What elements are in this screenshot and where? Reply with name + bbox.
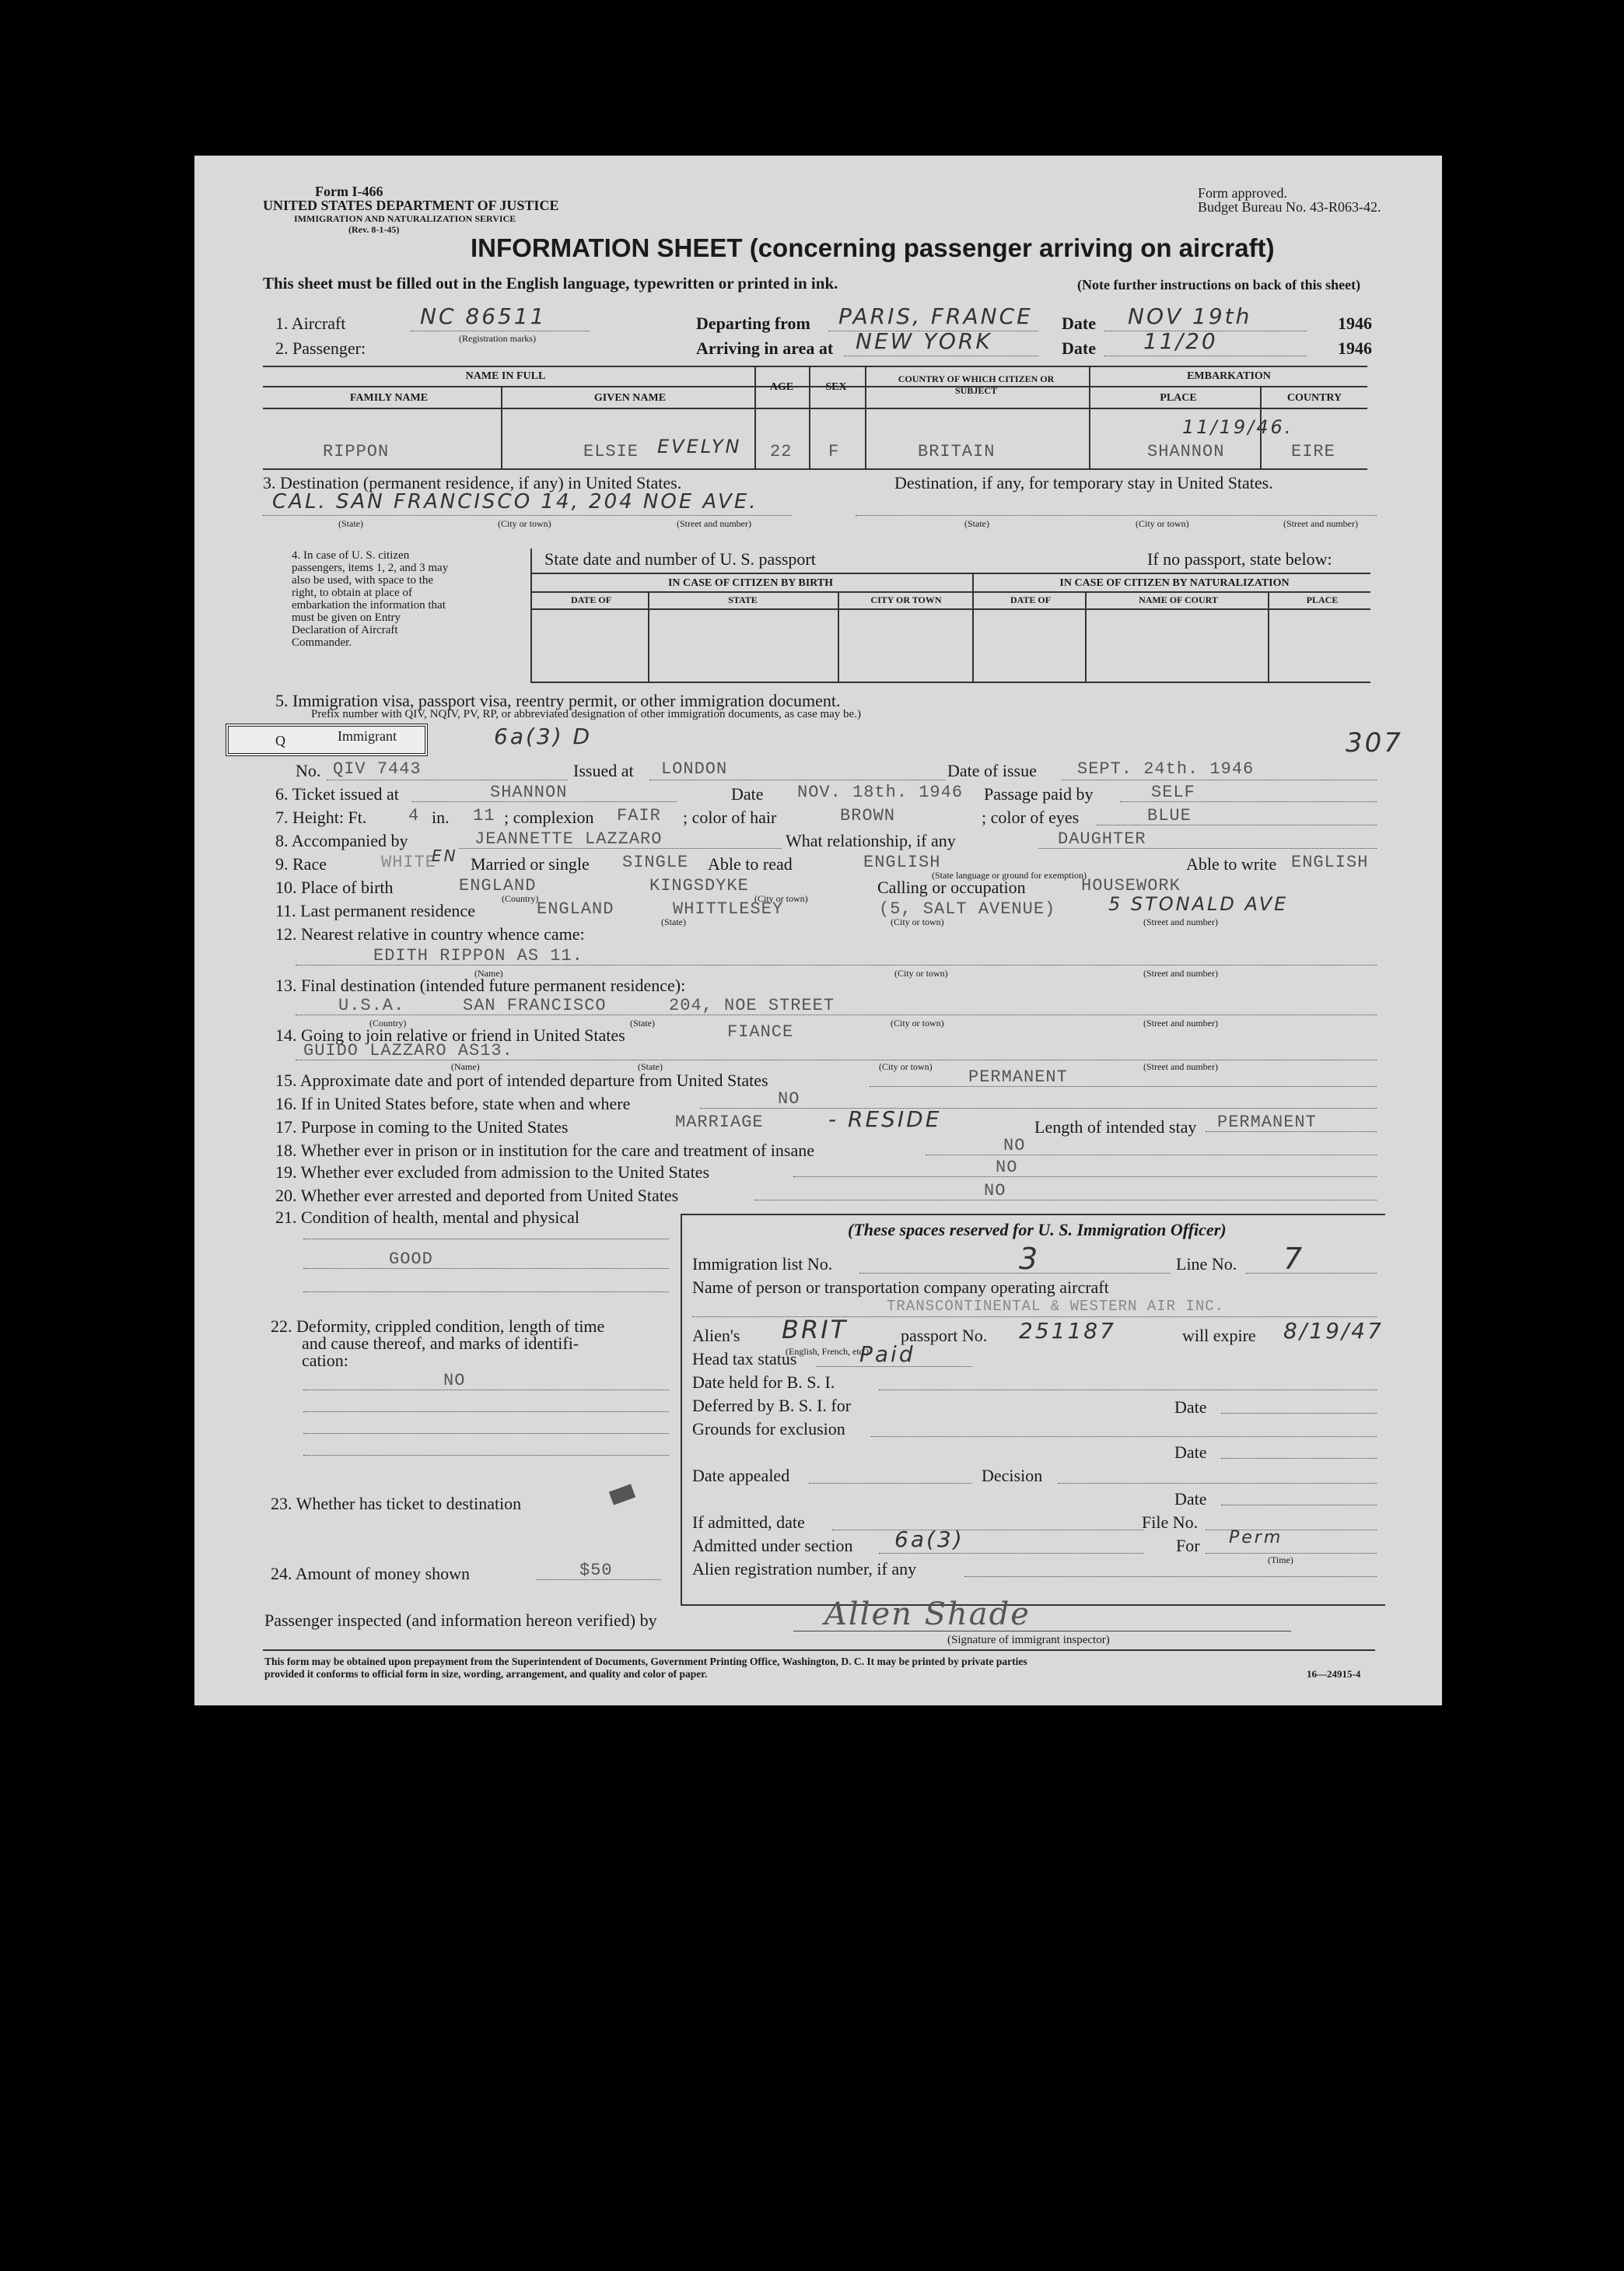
country2-header: COUNTRY — [1286, 392, 1342, 404]
passage-label: Passage paid by — [984, 784, 1094, 804]
issue-date-label: Date of issue — [947, 761, 1037, 780]
date1-value: NOV 19th — [1128, 303, 1252, 329]
lr-state-sub: (State) — [661, 916, 686, 927]
relative-value: EDITH RIPPON AS 11. — [373, 946, 583, 966]
before-label: 16. If in United States before, state when and where — [275, 1094, 631, 1113]
grounds-label: Grounds for exclusion — [692, 1419, 845, 1439]
race-label: 9. Race — [275, 854, 327, 874]
inspected-label: Passenger inspected (and information hereon verified) by — [264, 1610, 657, 1630]
marital-label: Married or single — [471, 854, 590, 874]
ticket-value: SHANNON — [490, 783, 568, 802]
departing-value: PARIS, FRANCE — [838, 303, 1033, 329]
country-value: BRITAIN — [918, 442, 996, 461]
signature-sub: (Signature of immigrant inspector) — [947, 1634, 1110, 1646]
grounds-date-label: Date — [1174, 1442, 1207, 1462]
temp-city-sub: (City or town) — [1136, 518, 1189, 529]
join-relation: FIANCE — [727, 1022, 794, 1042]
line-value: 7 — [1283, 1242, 1305, 1276]
nat-place-header: PLACE — [1306, 594, 1339, 605]
destination-label: 3. Destination (permanent residence, if any) in United States. — [263, 473, 682, 492]
relationship-label: What relationship, if any — [786, 831, 956, 850]
money-value: $50 — [579, 1561, 613, 1580]
final-country: U.S.A. — [338, 996, 405, 1015]
given-name-hw: EVELYN — [657, 436, 742, 457]
fine-print-1: This form may be obtained upon prepayment from the Superintendent of Documents, Government Printing Office, Washington, D. C. It may be printed by private parties — [264, 1656, 1027, 1667]
purpose-value: MARRIAGE — [675, 1113, 764, 1132]
departing-label: Departing from — [696, 314, 810, 333]
doc-no-value: QIV 7443 — [333, 759, 422, 779]
nat-date-header: DATE OF — [1010, 594, 1052, 605]
section-label: Admitted under section — [692, 1536, 853, 1555]
page-title: INFORMATION SHEET (concerning passenger arriving on aircraft) — [471, 233, 1275, 262]
alien-reg-label: Alien registration number, if any — [692, 1559, 917, 1579]
date1-label: Date — [1062, 314, 1096, 333]
aliens-label: Alien's — [692, 1326, 740, 1345]
issue-date-value: SEPT. 24th. 1946 — [1077, 759, 1255, 779]
last-residence-country: ENGLAND — [537, 899, 614, 919]
last-residence-label: 11. Last permanent residence — [275, 901, 475, 920]
prison-label: 18. Whether ever in prison or in institution for the care and treatment of insane — [275, 1141, 814, 1160]
ticket-dest-label: 23. Whether has ticket to destination — [271, 1494, 522, 1513]
section-value: 6a(3) — [894, 1526, 964, 1552]
arriving-label: Arriving in area at — [696, 338, 834, 358]
birth-country: ENGLAND — [459, 876, 537, 895]
height-ft: 4 — [408, 806, 420, 825]
final-street-sub: (Street and number) — [1143, 1018, 1218, 1029]
deferred-date-label: Date — [1174, 1397, 1207, 1417]
height-label: 7. Height: Ft. — [275, 808, 367, 827]
visa-prefix: Prefix number with QIV, NQIV, PV, RP, or abbreviated designation of other immigration documents, as case may be.) — [311, 708, 861, 720]
scribble-mark — [609, 1484, 635, 1505]
embarkation-header: EMBARKATION — [1187, 370, 1271, 382]
passport-label: passport No. — [901, 1326, 988, 1345]
final-street: 204, NOE STREET — [669, 996, 835, 1015]
service: IMMIGRATION AND NATURALIZATION SERVICE — [294, 213, 516, 224]
race-hw: EN — [432, 846, 458, 865]
doc-no-label: No. — [296, 761, 321, 780]
date2-label: Date — [1062, 338, 1096, 358]
write-label: Able to write — [1186, 854, 1277, 874]
embark-place: SHANNON — [1147, 442, 1225, 461]
ticket-date-value: NOV. 18th. 1946 — [797, 783, 964, 802]
read-value: ENGLISH — [863, 853, 941, 872]
aircraft-label: 1. Aircraft — [275, 314, 346, 333]
admitted-label: If admitted, date — [692, 1512, 805, 1532]
arriving-value: NEW YORK — [856, 328, 992, 354]
relationship-value: DAUGHTER — [1058, 829, 1146, 849]
inch-label: in. — [432, 808, 450, 827]
final-state-sub: (State) — [630, 1018, 655, 1029]
destination-value: CAL. SAN FRANCISCO 14, 204 NOE AVE. — [272, 490, 758, 513]
temp-state-sub: (State) — [964, 518, 989, 529]
join-name-sub: (Name) — [451, 1061, 480, 1072]
purpose-label: 17. Purpose in coming to the United States — [275, 1117, 569, 1137]
excluded-label: 19. Whether ever excluded from admission to the United States — [275, 1162, 710, 1182]
issued-value: LONDON — [661, 759, 728, 779]
lr-city-sub: (City or town) — [891, 916, 944, 927]
deported-value: NO — [984, 1181, 1006, 1200]
court-header: NAME OF COURT — [1139, 594, 1218, 605]
year2: 1946 — [1338, 338, 1372, 358]
join-name: GUIDO LAZZARO AS13. — [303, 1041, 513, 1060]
final-country-sub: (Country) — [369, 1018, 407, 1029]
budget-bureau: Budget Bureau No. 43-R063-42. — [1198, 199, 1381, 215]
join-label: 14. Going to join relative or friend in United States — [275, 1025, 625, 1045]
final-city: SAN FRANCISCO — [463, 996, 607, 1015]
immigrant-stamp — [226, 724, 428, 756]
stay-value: PERMANENT — [1217, 1113, 1317, 1132]
given-name-header: GIVEN NAME — [593, 392, 667, 404]
relative-city-sub: (City or town) — [894, 968, 948, 979]
marital-value: SINGLE — [622, 853, 689, 872]
headtax-value: Paid — [859, 1341, 915, 1367]
age-value: 22 — [770, 442, 793, 461]
aliens-sub: (English, French, etc.) — [786, 1346, 869, 1357]
held-label: Date held for B. S. I. — [692, 1372, 835, 1392]
ticket-date-label: Date — [731, 784, 764, 804]
occupation-value: HOUSEWORK — [1081, 876, 1181, 895]
birth-date-header: DATE OF — [570, 594, 612, 605]
fine-print-2: provided it conforms to official form in size, wording, arrangement, and quality and color of paper. — [264, 1668, 708, 1680]
family-name: RIPPON — [323, 442, 390, 461]
passport-value: 251187 — [1019, 1318, 1116, 1344]
list-label: Immigration list No. — [692, 1254, 833, 1274]
visa-label: 5. Immigration visa, passport visa, reentry permit, or other immigration document. — [275, 691, 841, 710]
birthplace-label: 10. Place of birth — [275, 878, 394, 897]
decision-label: Decision — [982, 1466, 1043, 1485]
deferred-label: Deferred by B. S. I. for — [692, 1396, 852, 1415]
relative-label: 12. Nearest relative in country whence came: — [275, 924, 585, 944]
join-state-sub: (State) — [638, 1061, 663, 1072]
embark-date: 11/19/46. — [1182, 416, 1293, 438]
stamp-q: Q — [275, 733, 285, 748]
appealed-label: Date appealed — [692, 1466, 790, 1485]
age-header: AGE — [769, 381, 794, 393]
for-label: For — [1176, 1536, 1200, 1555]
last-residence-street: (5, SALT AVENUE) — [879, 899, 1056, 919]
ticket-label: 6. Ticket issued at — [275, 784, 399, 804]
departure-value: PERMANENT — [968, 1067, 1068, 1087]
company-value: TRANSCONTINENTAL & WESTERN AIR INC. — [887, 1298, 1225, 1315]
birth-city-header: CITY OR TOWN — [870, 594, 942, 605]
birth-country-sub: (Country) — [502, 893, 539, 904]
race-value: WHITE — [381, 853, 437, 872]
stamp-immigrant: Immigrant — [338, 728, 397, 744]
prison-value: NO — [1003, 1136, 1026, 1155]
form-code: 16—24915-4 — [1307, 1668, 1361, 1680]
embark-country: EIRE — [1291, 442, 1335, 461]
dest-city-sub: (City or town) — [498, 518, 551, 529]
language-sub: (State language or ground for exemption) — [932, 870, 1087, 881]
no-passport-label: If no passport, state below: — [1147, 549, 1332, 569]
family-name-header: FAMILY NAME — [349, 392, 429, 404]
money-label: 24. Amount of money shown — [271, 1564, 471, 1583]
dest-state-sub: (State) — [338, 518, 363, 529]
occupation-label: Calling or occupation — [877, 878, 1026, 897]
margin-hw: 307 — [1346, 727, 1403, 759]
aliens-value: BRIT — [782, 1315, 849, 1344]
country-header: COUNTRY OF WHICH CITIZEN OR SUBJECT — [898, 373, 1055, 396]
date2-value: 11/20 — [1143, 328, 1218, 354]
before-value: NO — [778, 1089, 800, 1109]
last-residence-town: WHITTLESEY — [673, 899, 784, 919]
temp-street-sub: (Street and number) — [1283, 518, 1358, 529]
officer-title: (These spaces reserved for U. S. Immigration Officer) — [848, 1220, 1227, 1239]
department: UNITED STATES DEPARTMENT OF JUSTICE — [263, 198, 559, 213]
join-city-sub: (City or town) — [879, 1061, 933, 1072]
height-in: 11 — [473, 806, 495, 825]
lr-street-sub: (Street and number) — [1143, 916, 1218, 927]
health-label: 21. Condition of health, mental and physical — [275, 1207, 580, 1227]
health-value: GOOD — [389, 1249, 433, 1269]
passenger-label: 2. Passenger: — [275, 338, 366, 358]
birth-state-header: STATE — [728, 594, 758, 605]
purpose-hw: - RESIDE — [828, 1106, 942, 1132]
final-city-sub: (City or town) — [891, 1018, 944, 1029]
information-sheet — [194, 156, 1442, 1705]
headtax-label: Head tax status — [692, 1349, 797, 1369]
decision-date-label: Date — [1174, 1489, 1207, 1509]
relative-street-sub: (Street and number) — [1143, 968, 1218, 979]
citizen-instructions: 4. In case of U. S. citizen passengers, items 1, 2, and 3 may also be used, with space to the right, to obtain at place of embarkation the information that must be given on Entry Declaration of Aircraft Commander. — [292, 549, 449, 649]
temp-destination-label: Destination, if any, for temporary stay in United States. — [894, 473, 1273, 492]
read-label: Able to read — [708, 854, 793, 874]
note: (Note further instructions on back of this sheet) — [1077, 277, 1361, 293]
for-value: Perm — [1229, 1528, 1283, 1547]
complexion-label: ; complexion — [504, 808, 594, 827]
fileno-label: File No. — [1142, 1512, 1199, 1532]
dest-street-sub: (Street and number) — [677, 518, 751, 529]
sex-value: F — [828, 442, 840, 461]
passage-value: SELF — [1151, 783, 1195, 802]
final-destination-label: 13. Final destination (intended future permanent residence): — [275, 976, 686, 995]
stay-label: Length of intended stay — [1034, 1117, 1197, 1137]
line-label: Line No. — [1176, 1254, 1237, 1274]
hair-value: BROWN — [840, 806, 896, 825]
expire-value: 8/19/47 — [1283, 1318, 1384, 1344]
time-sub: (Time) — [1268, 1554, 1293, 1565]
birth-town: KINGSDYKE — [649, 876, 749, 895]
revision: (Rev. 8-1-45) — [348, 224, 400, 235]
excluded-value: NO — [996, 1158, 1018, 1177]
deformity-label-1: 22. Deformity, crippled condition, length of time — [271, 1316, 605, 1336]
issued-label: Issued at — [573, 761, 634, 780]
complexion-value: FAIR — [617, 806, 661, 825]
by-birth-header: IN CASE OF CITIZEN BY BIRTH — [667, 577, 834, 589]
aircraft-value: NC 86511 — [420, 303, 547, 329]
relative-name-sub: (Name) — [474, 968, 503, 979]
list-value: 3 — [1019, 1242, 1041, 1276]
expire-label: will expire — [1182, 1326, 1256, 1345]
visa-hw: 6a(3) D — [494, 724, 593, 749]
deported-label: 20. Whether ever arrested and deported from United States — [275, 1186, 679, 1205]
given-name: ELSIE — [583, 442, 639, 461]
us-passport-label: State date and number of U. S. passport — [544, 549, 816, 569]
join-street-sub: (Street and number) — [1143, 1061, 1218, 1072]
sex-header: SEX — [825, 381, 847, 393]
eyes-value: BLUE — [1147, 806, 1192, 825]
form-number: Form I-466 — [315, 184, 383, 199]
instruction: This sheet must be filled out in the English language, typewritten or printed in ink. — [263, 274, 838, 293]
departure-label: 15. Approximate date and port of intended departure from United States — [275, 1071, 768, 1090]
write-value: ENGLISH — [1291, 853, 1369, 872]
birth-city-sub: (City or town) — [754, 893, 808, 904]
place-header: PLACE — [1160, 392, 1197, 404]
form-approved: Form approved. — [1198, 185, 1287, 201]
deformity-label-2: and cause thereof, and marks of identifi- — [302, 1334, 579, 1353]
registration-sub: (Registration marks) — [459, 333, 536, 344]
last-residence-hw: 5 STONALD AVE — [1108, 893, 1289, 915]
deformity-label-3: cation: — [302, 1351, 348, 1370]
eyes-label: ; color of eyes — [982, 808, 1080, 827]
deformity-value: NO — [443, 1371, 466, 1390]
hair-label: ; color of hair — [683, 808, 777, 827]
name-in-full: NAME IN FULL — [465, 370, 546, 382]
company-label: Name of person or transportation company operating aircraft — [692, 1277, 1109, 1297]
year1: 1946 — [1338, 314, 1372, 333]
by-naturalization-header: IN CASE OF CITIZEN BY NATURALIZATION — [1059, 577, 1290, 589]
inspector-signature: Allen Shade — [824, 1596, 1031, 1632]
accompanied-value: JEANNETTE LAZZARO — [474, 829, 663, 849]
accompanied-label: 8. Accompanied by — [275, 831, 408, 850]
